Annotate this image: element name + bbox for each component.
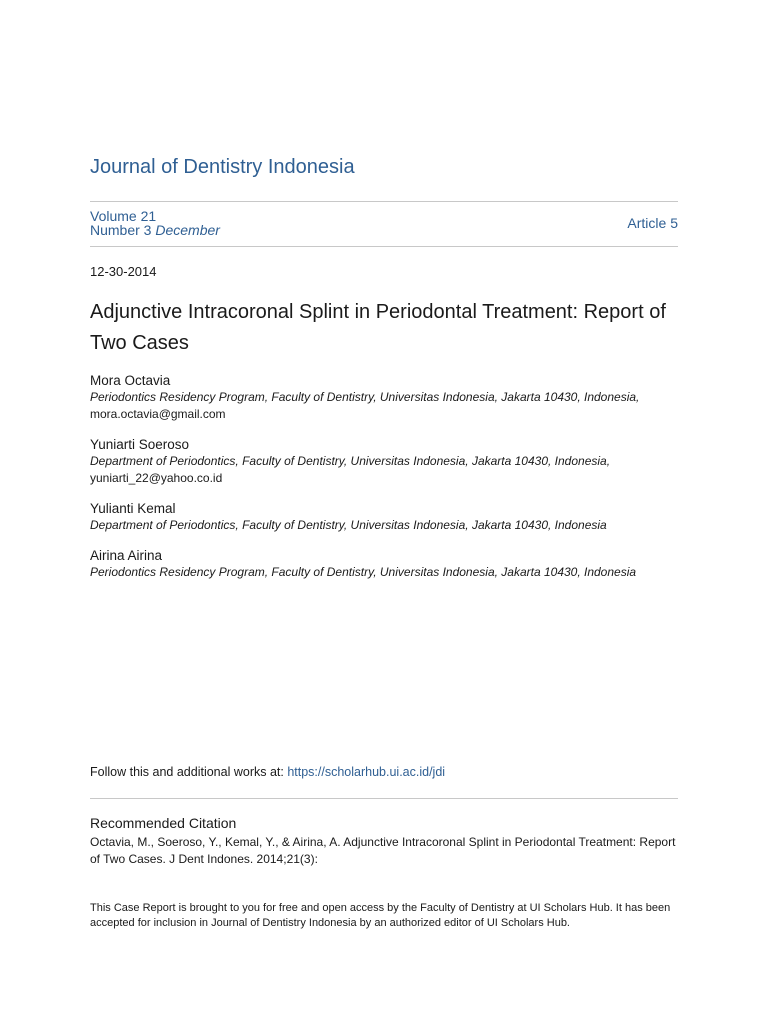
author-affiliation: Department of Periodontics, Faculty of Dentistry, Universitas Indonesia, Jakarta 10430, Indonesia xyxy=(90,518,607,532)
publication-date: 12-30-2014 xyxy=(90,264,157,279)
number-link[interactable]: Number 3 xyxy=(90,222,152,238)
author-affiliation: Periodontics Residency Program, Faculty of Dentistry, Universitas Indonesia, Jakarta 10430, Indonesia xyxy=(90,565,637,579)
issue-month: December xyxy=(155,222,220,238)
author-affiliation: Department of Periodontics, Faculty of Dentistry, Universitas Indonesia, Jakarta 10430, Indonesia, xyxy=(90,454,611,468)
citation-heading: Recommended Citation xyxy=(90,815,237,831)
issue-number-line xyxy=(90,223,220,237)
author-entry xyxy=(90,500,678,534)
header-divider-top xyxy=(90,201,678,202)
author-name: Yuniarti Soeroso xyxy=(90,437,190,452)
author-entry xyxy=(90,547,678,581)
citation-divider xyxy=(90,798,678,799)
cover-page xyxy=(90,0,678,1024)
author-name: Yulianti Kemal xyxy=(90,501,176,516)
author-name: Mora Octavia xyxy=(90,373,171,388)
follow-line xyxy=(90,765,445,779)
author-affiliation: Periodontics Residency Program, Faculty of Dentistry, Universitas Indonesia, Jakarta 10430, Indonesia, xyxy=(90,390,640,404)
author-list xyxy=(90,372,678,594)
citation-text: Octavia, M., Soeroso, Y., Kemal, Y., & Airina, A. Adjunctive Intracoronal Splint in Periodontal Treatment: Report of Two Cases. J Dent Indones. 2014;21(3): xyxy=(90,835,676,866)
author-entry xyxy=(90,436,678,487)
issue-info xyxy=(90,209,220,237)
follow-text: Follow this and additional works at: xyxy=(90,765,288,779)
article-title: Adjunctive Intracoronal Splint in Periodontal Treatment: Report of Two Cases xyxy=(90,301,666,354)
open-access-note: This Case Report is brought to you for free and open access by the Faculty of Dentistry at UI Scholars Hub. It has been accepted for inclusion in Journal of Dentistry Indonesia by an authorized editor of UI Scholars Hub. xyxy=(90,902,671,929)
article-number-link[interactable]: Article 5 xyxy=(627,215,678,231)
author-name: Airina Airina xyxy=(90,548,163,563)
repository-link[interactable]: https://scholarhub.ui.ac.id/jdi xyxy=(287,765,446,779)
author-email: mora.octavia@gmail.com xyxy=(90,407,226,421)
author-entry xyxy=(90,372,678,423)
volume-link[interactable]: Volume 21 xyxy=(90,208,157,224)
journal-title-link[interactable]: Journal of Dentistry Indonesia xyxy=(90,156,355,178)
author-email: yuniarti_22@yahoo.co.id xyxy=(90,471,223,485)
header-divider-bottom xyxy=(90,246,678,247)
